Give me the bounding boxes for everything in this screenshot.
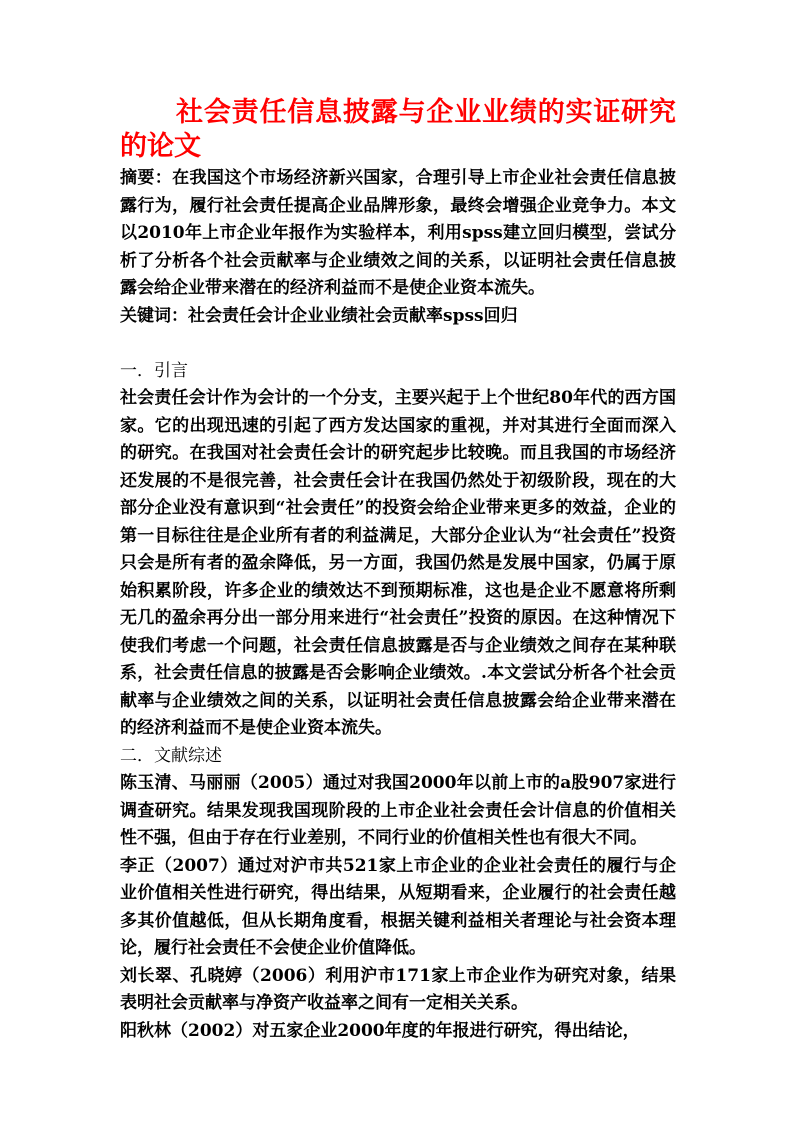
document-page [120, 96, 676, 1045]
keywords-line: 关键词：社会责任会计企业业绩社会贡献率spss回归 [120, 305, 518, 326]
literature-paragraph-li: 李正（2007）通过对沪市共521家上市企业的企业社会责任的履行与企业价值相关性进行研究，得出结果，从短期看来，企业履行的社会责任越多其价值越低，但从长期角度看，根据关键利益相关者理论与社会资本理论，履行社会责任不会使企业价值降低。 [120, 855, 676, 958]
abstract-paragraph: 摘要：在我国这个市场经济新兴国家，合理引导上市企业社会责任信息披露行为，履行社会责任提高企业品牌形象，最终会增强企业竞争力。本文以2010年上市企业年报作为实验样本，利用spss建立回归模型，尝试分析了分析各个社会贡献率与企业绩效之间的关系，以证明社会责任信息披露会给企业带来潜在的经济利益而不是使企业资本流失。 [120, 168, 676, 298]
blank-line [120, 330, 676, 358]
literature-paragraph-yang: 阳秋林（2002）对五家企业2000年度的年报进行研究，得出结论， [120, 1020, 640, 1041]
section-heading-literature-review: 二．文献综述 [120, 745, 222, 766]
literature-paragraph-liu: 刘长翠、孔晓婷（2006）利用沪市171家上市企业作为研究对象，结果表明社会贡献率与净资产收益率之间有一定相关关系。 [120, 965, 676, 1013]
literature-paragraph-chen: 陈玉清、马丽丽（2005）通过对我国2000年以前上市的a股907家进行调查研究。结果发现我国现阶段的上市企业社会责任会计信息的价值相关性不强，但由于存在行业差别，不同行业的价值相关性也有很大不同。 [120, 773, 676, 848]
paper-title: 社会责任信息披露与企业业绩的实证研究的论文 [120, 97, 676, 162]
introduction-paragraph: 社会责任会计作为会计的一个分支，主要兴起于上个世纪80年代的西方国家。它的出现迅速的引起了西方发达国家的重视，并对其进行全面而深入的研究。在我国对社会责任会计的研究起步比较晚。而且我国的市场经济还发展的不是很完善，社会责任会计在我国仍然处于初级阶段，现在的大部分企业没有意识到“社会责任”的投资会给企业带来更多的效益，企业的第一目标往往是企业所有者的利益满足，大部分企业认为“社会责任”投资只会是所有者的盈余降低，另一方面，我国仍然是发展中国家，仍属于原始积累阶段，许多企业的绩效达不到预期标准，这也是企业不愿意将所剩无几的盈余再分出一部分用来进行“社会责任”投资的原因。在这种情况下使我们考虑一个问题，社会责任信息披露是否与企业绩效之间存在某种联系，社会责任信息的披露是否会影响企业绩效。.本文尝试分析各个社会贡献率与企业绩效之间的关系，以证明社会责任信息披露会给企业带来潜在的经济利益而不是使企业资本流失。 [120, 388, 676, 738]
section-heading-introduction: 一．引言 [120, 360, 188, 381]
